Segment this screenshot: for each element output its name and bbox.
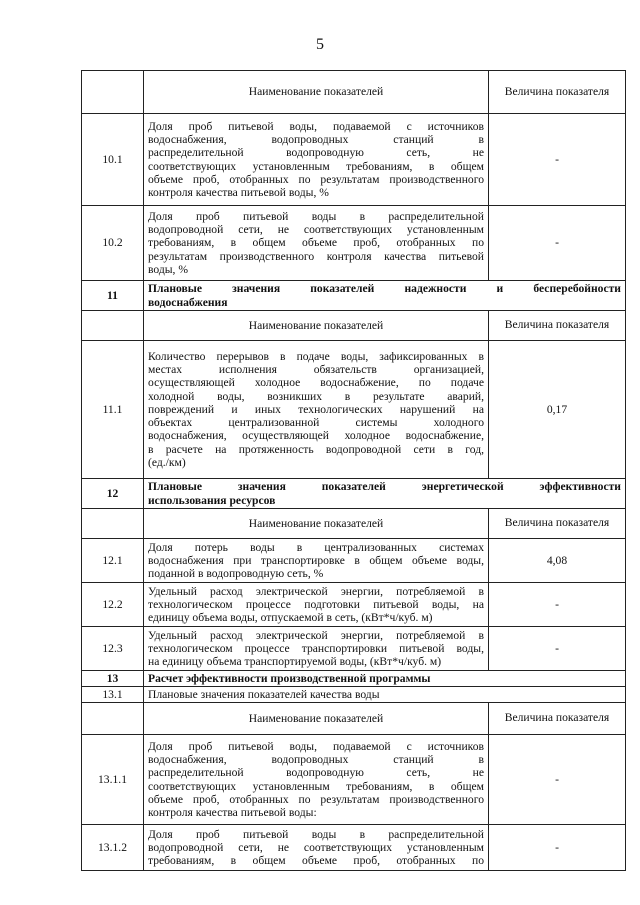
row-description [144,206,489,281]
desc-line: водоснабжения, осуществляющей холодное водоснабжение, [148,429,484,443]
section-title [144,479,626,509]
desc-line: Доля проб питьевой воды в распределительной [148,827,484,841]
desc-line: местах исполнения обязательств организацией, [148,363,484,377]
table-header-row [82,311,626,341]
desc-line: поданной в водопроводную сеть, % [148,567,324,581]
desc-line: результатам производственного контроля качества питьевой [148,249,484,263]
row-number: 13.1.2 [82,825,144,871]
row-value: - [489,825,626,871]
desc-line: единицу объема воды, отпускаемой в сеть, (кВт*ч/куб. м) [148,611,433,625]
desc-line: водоснабжения, водопроводных станций в [148,753,484,767]
desc-line: Удельный расход электрической энергии, потребляемой в [148,584,484,598]
indicators-table [81,70,626,871]
table-row [82,206,626,281]
row-value: - [489,206,626,281]
table-header-row [82,71,626,114]
header-value-cell: Величина показателя [489,509,626,539]
row-value: 0,17 [489,341,626,479]
page-number: 5 [316,36,324,53]
header-num-cell [82,71,144,114]
row-value: - [489,735,626,825]
header-num-cell [82,703,144,735]
desc-line: контроля качества питьевой воды: [148,805,317,819]
section-row [82,479,626,509]
desc-line: распределительной водопроводную сеть, не [148,146,484,160]
desc-line: Доля потерь воды в централизованных системах [148,540,484,554]
table-row [82,735,626,825]
table-header-row [82,703,626,735]
table-row [82,341,626,479]
row-description [144,735,489,825]
desc-line: в расчете на протяженность водопроводной сети в год, [148,442,484,456]
row-number: 11.1 [82,341,144,479]
header-value-cell: Величина показателя [489,311,626,341]
row-number: 10.2 [82,206,144,281]
section-row [82,671,626,687]
subsection-number: 13.1 [82,687,144,703]
section-title: Расчет эффективности производственной программы [144,671,626,687]
table-row [82,114,626,206]
row-value: - [489,114,626,206]
row-description [144,825,489,871]
header-num-cell [82,311,144,341]
row-number: 10.1 [82,114,144,206]
section-number: 13 [82,671,144,687]
row-description [144,341,489,479]
section-number: 12 [82,479,144,509]
header-name-cell: Наименование показателей [144,703,489,735]
desc-line: водоснабжения при транспортировке в общем объеме воды, [148,553,484,567]
row-value: 4,08 [489,539,626,583]
section-title-line: водоснабжения [148,295,228,309]
desc-line: соответствующих установленным требованиям, в общем [148,159,484,173]
desc-line: технологическом процессе транспортировки питьевой воды, [148,641,484,655]
desc-line: Доля проб питьевой воды, подаваемой с источников [148,739,484,753]
desc-line: на единицу объема транспортируемой воды, (кВт*ч/куб. м) [148,655,442,669]
section-number: 11 [82,281,144,311]
row-number: 12.3 [82,627,144,671]
header-name-cell: Наименование показателей [144,311,489,341]
subsection-row [82,687,626,703]
row-description [144,583,489,627]
section-row [82,281,626,311]
subsection-title: Плановые значения показателей качества воды [144,687,626,703]
table-row [82,825,626,871]
desc-line: требованиям, в общем объеме проб, отобранных по [148,854,484,868]
desc-line: осуществляющей холодное водоснабжение, по подаче [148,376,484,390]
desc-line: соответствующих установленным требованиям, в общем [148,779,484,793]
desc-line: Удельный расход электрической энергии, потребляемой в [148,628,484,642]
desc-line: (ед./км) [148,455,186,469]
desc-line: объеме проб, отобранных по результатам производственного [148,172,484,186]
table-header-row [82,509,626,539]
desc-line: повреждений и иных технологических нарушений на [148,402,484,416]
desc-line: Доля проб питьевой воды, подаваемой с источников [148,119,484,133]
desc-line: холодной воды, возникших в результате аварий, [148,389,484,403]
section-title-line: Плановые значения показателей надежности и бесперебойности [148,282,621,296]
desc-line: объеме проб, отобранных по результатам производственного [148,792,484,806]
table-row [82,583,626,627]
row-number: 12.2 [82,583,144,627]
header-value-cell: Величина показателя [489,703,626,735]
section-title [144,281,626,311]
section-title-line: Плановые значения показателей энергетической эффективности [148,480,621,494]
header-name-cell: Наименование показателей [144,509,489,539]
row-description [144,114,489,206]
desc-line: водоснабжения, водопроводных станций в [148,133,484,147]
desc-line: Доля проб питьевой воды в распределительной [148,209,484,223]
header-value-cell: Величина показателя [489,71,626,114]
desc-line: контроля качества питьевой воды, % [148,185,329,199]
row-description [144,627,489,671]
table-row [82,539,626,583]
row-number: 12.1 [82,539,144,583]
desc-line: водопроводной сети, не соответствующих установленным [148,840,484,854]
desc-line: технологическом процессе подготовки питьевой воды, на [148,597,484,611]
desc-line: распределительной водопроводную сеть, не [148,766,484,780]
section-title-line: использования ресурсов [148,493,276,507]
header-num-cell [82,509,144,539]
desc-line: воды, % [148,262,189,276]
header-name-cell: Наименование показателей [144,71,489,114]
desc-line: требованиям, в общем объеме проб, отобранных по [148,236,484,250]
row-value: - [489,583,626,627]
desc-line: объектах централизованной системы холодного [148,416,484,430]
row-description [144,539,489,583]
row-value: - [489,627,626,671]
desc-line: водопроводной сети, не соответствующих установленным [148,223,484,237]
desc-line: Количество перерывов в подаче воды, зафиксированных в [148,350,484,364]
table-row [82,627,626,671]
row-number: 13.1.1 [82,735,144,825]
